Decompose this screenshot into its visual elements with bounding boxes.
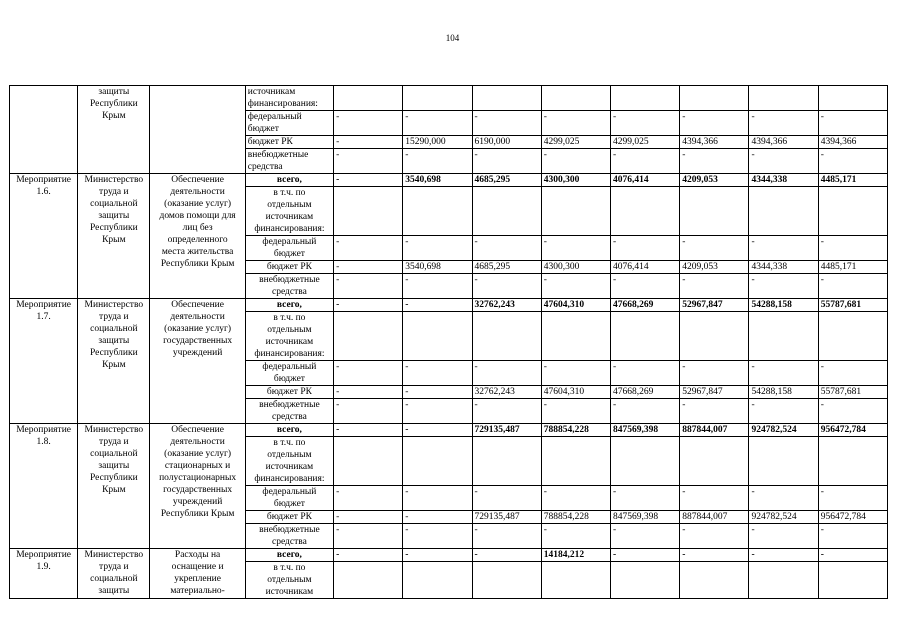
value-cell: 47668,269 (611, 386, 680, 399)
value-cell: 956472,784 (818, 424, 887, 437)
value-cell: 4394,366 (749, 136, 818, 149)
value-cell (334, 562, 403, 599)
value-cell: - (334, 549, 403, 562)
value-cell: - (541, 111, 610, 136)
source-label: бюджет РК (245, 136, 333, 149)
value-cell (818, 437, 887, 486)
value-cell: - (472, 399, 541, 424)
activity-name: Обеспечение деятельности (оказание услуг) стационарных и полустационарных государственных учреждений Республики Крым (150, 424, 245, 549)
value-cell: - (334, 174, 403, 187)
value-cell: 4394,366 (680, 136, 749, 149)
value-cell: - (403, 236, 472, 261)
value-cell: - (403, 299, 472, 312)
value-cell (541, 437, 610, 486)
source-label: в т.ч. по отдельным источникам финансирования: (245, 187, 333, 236)
value-cell: - (611, 236, 680, 261)
table-row (10, 549, 888, 562)
table-row (10, 424, 888, 437)
value-cell: 4485,171 (818, 174, 887, 187)
value-cell (818, 187, 887, 236)
value-cell: - (403, 511, 472, 524)
source-label: в т.ч. по отдельным источникам (245, 562, 333, 599)
value-cell: - (334, 386, 403, 399)
value-cell: 4685,295 (472, 174, 541, 187)
value-cell (472, 312, 541, 361)
value-cell: - (680, 486, 749, 511)
value-cell (680, 562, 749, 599)
value-cell: 4300,300 (541, 174, 610, 187)
value-cell: - (541, 399, 610, 424)
value-cell: - (818, 361, 887, 386)
value-cell (818, 86, 887, 111)
value-cell: - (472, 149, 541, 174)
value-cell: 4300,300 (541, 261, 610, 274)
value-cell (818, 562, 887, 599)
value-cell: - (403, 386, 472, 399)
value-cell: - (403, 111, 472, 136)
value-cell: 52967,847 (680, 299, 749, 312)
value-cell: 3540,698 (403, 174, 472, 187)
value-cell: - (611, 361, 680, 386)
activity-name: Расходы на оснащение и укрепление материально- (150, 549, 245, 599)
value-cell (403, 562, 472, 599)
value-cell: - (611, 549, 680, 562)
value-cell (403, 312, 472, 361)
value-cell: 4076,414 (611, 261, 680, 274)
value-cell: - (334, 299, 403, 312)
activity-code: Мероприятие 1.7. (10, 299, 78, 424)
value-cell (680, 86, 749, 111)
executor: Министерство труда и социальной защиты Республики Крым (78, 174, 150, 299)
value-cell: 47668,269 (611, 299, 680, 312)
executor: Министерство труда и социальной защиты Республики Крым (78, 299, 150, 424)
value-cell: - (749, 399, 818, 424)
value-cell (403, 86, 472, 111)
executor: Министерство труда и социальной защиты Республики Крым (78, 424, 150, 549)
value-cell: - (334, 136, 403, 149)
value-cell (472, 437, 541, 486)
value-cell: - (611, 149, 680, 174)
value-cell: 4299,025 (611, 136, 680, 149)
value-cell: 956472,784 (818, 511, 887, 524)
value-cell: 729135,487 (472, 511, 541, 524)
value-cell: - (541, 524, 610, 549)
value-cell: - (749, 236, 818, 261)
table-row (10, 174, 888, 187)
value-cell: - (749, 149, 818, 174)
value-cell: 4685,295 (472, 261, 541, 274)
source-label: бюджет РК (245, 261, 333, 274)
value-cell: - (334, 486, 403, 511)
value-cell: - (472, 524, 541, 549)
value-cell: 4394,366 (818, 136, 887, 149)
value-cell (472, 562, 541, 599)
value-cell: - (403, 424, 472, 437)
value-cell: - (611, 486, 680, 511)
value-cell: 4209,053 (680, 261, 749, 274)
source-label: внебюджетные средства (245, 149, 333, 174)
value-cell: - (334, 261, 403, 274)
value-cell: - (541, 236, 610, 261)
value-cell: - (403, 524, 472, 549)
value-cell (334, 86, 403, 111)
value-cell: - (680, 236, 749, 261)
value-cell: 14184,212 (541, 549, 610, 562)
value-cell: - (818, 236, 887, 261)
activity-name (150, 86, 245, 174)
value-cell: - (749, 274, 818, 299)
value-cell (749, 86, 818, 111)
value-cell: 4485,171 (818, 261, 887, 274)
value-cell: - (472, 549, 541, 562)
value-cell (403, 437, 472, 486)
value-cell: - (472, 361, 541, 386)
value-cell (749, 187, 818, 236)
source-label: федеральный бюджет (245, 361, 333, 386)
value-cell: - (334, 236, 403, 261)
value-cell: - (334, 149, 403, 174)
value-cell (611, 312, 680, 361)
value-cell: - (541, 486, 610, 511)
value-cell: - (749, 486, 818, 511)
value-cell: 788854,228 (541, 511, 610, 524)
executor: защиты Республики Крым (78, 86, 150, 174)
value-cell: 729135,487 (472, 424, 541, 437)
value-cell: - (749, 361, 818, 386)
value-cell: - (403, 361, 472, 386)
activity-name: Обеспечение деятельности (оказание услуг) государственных учреждений (150, 299, 245, 424)
value-cell: 788854,228 (541, 424, 610, 437)
total-label: всего, (245, 549, 333, 562)
activity-code: Мероприятие 1.6. (10, 174, 78, 299)
total-label: всего, (245, 299, 333, 312)
source-label: бюджет РК (245, 511, 333, 524)
value-cell (334, 312, 403, 361)
value-cell: 4344,338 (749, 174, 818, 187)
value-cell: - (334, 524, 403, 549)
activity-code: Мероприятие 1.9. (10, 549, 78, 599)
value-cell: - (680, 549, 749, 562)
value-cell: 6190,000 (472, 136, 541, 149)
value-cell: - (403, 549, 472, 562)
value-cell: - (472, 236, 541, 261)
value-cell: - (680, 111, 749, 136)
value-cell: - (818, 399, 887, 424)
value-cell: - (472, 486, 541, 511)
value-cell: - (403, 274, 472, 299)
value-cell: 887844,007 (680, 424, 749, 437)
source-label: в т.ч. по отдельным источникам финансирования: (245, 437, 333, 486)
value-cell: - (611, 111, 680, 136)
value-cell: - (749, 524, 818, 549)
value-cell: 32762,243 (472, 299, 541, 312)
activity-name: Обеспечение деятельности (оказание услуг) домов помощи для лиц без определенного места жительства Республики Крым (150, 174, 245, 299)
value-cell: - (680, 361, 749, 386)
value-cell: - (403, 399, 472, 424)
value-cell (472, 187, 541, 236)
value-cell: - (334, 361, 403, 386)
value-cell: 4209,053 (680, 174, 749, 187)
value-cell: 32762,243 (472, 386, 541, 399)
value-cell: - (680, 274, 749, 299)
value-cell: 3540,698 (403, 261, 472, 274)
page-number: 104 (445, 33, 460, 43)
source-label: внебюджетные средства (245, 399, 333, 424)
source-label: федеральный бюджет (245, 486, 333, 511)
value-cell: - (611, 399, 680, 424)
value-cell: - (334, 111, 403, 136)
value-cell: - (749, 111, 818, 136)
value-cell (541, 312, 610, 361)
value-cell (334, 437, 403, 486)
value-cell: - (749, 549, 818, 562)
value-cell: - (334, 274, 403, 299)
value-cell: 4299,025 (541, 136, 610, 149)
source-label: внебюджетные средства (245, 274, 333, 299)
value-cell: 47604,310 (541, 386, 610, 399)
value-cell: 54288,158 (749, 299, 818, 312)
total-label: всего, (245, 424, 333, 437)
value-cell: 847569,398 (611, 511, 680, 524)
value-cell: - (818, 274, 887, 299)
value-cell: - (818, 524, 887, 549)
value-cell: 887844,007 (680, 511, 749, 524)
activity-code (10, 86, 78, 174)
value-cell (818, 312, 887, 361)
value-cell: - (680, 399, 749, 424)
activity-code: Мероприятие 1.8. (10, 424, 78, 549)
source-label: федеральный бюджет (245, 111, 333, 136)
value-cell: 54288,158 (749, 386, 818, 399)
value-cell: - (680, 524, 749, 549)
value-cell: - (818, 149, 887, 174)
value-cell (611, 187, 680, 236)
value-cell: - (680, 149, 749, 174)
value-cell: 847569,398 (611, 424, 680, 437)
value-cell: - (403, 486, 472, 511)
source-label: в т.ч. по отдельным источникам финансирования: (245, 312, 333, 361)
total-label: всего, (245, 174, 333, 187)
value-cell: - (472, 274, 541, 299)
value-cell: - (403, 149, 472, 174)
value-cell: - (541, 149, 610, 174)
value-cell (541, 562, 610, 599)
source-label: бюджет РК (245, 386, 333, 399)
source-label: федеральный бюджет (245, 236, 333, 261)
value-cell: 4076,414 (611, 174, 680, 187)
executor: Министерство труда и социальной защиты (78, 549, 150, 599)
value-cell: - (541, 361, 610, 386)
value-cell: 55787,681 (818, 386, 887, 399)
value-cell: - (541, 274, 610, 299)
value-cell: - (334, 399, 403, 424)
value-cell: - (334, 424, 403, 437)
table-row (10, 86, 888, 111)
value-cell (403, 187, 472, 236)
financing-table-wrapper (9, 85, 888, 599)
value-cell: 924782,524 (749, 511, 818, 524)
value-cell: - (818, 111, 887, 136)
value-cell (680, 312, 749, 361)
value-cell: - (611, 524, 680, 549)
value-cell: 4344,338 (749, 261, 818, 274)
value-cell (749, 312, 818, 361)
source-label: внебюджетные средства (245, 524, 333, 549)
value-cell (611, 86, 680, 111)
value-cell: - (818, 549, 887, 562)
value-cell: 15290,000 (403, 136, 472, 149)
value-cell: 924782,524 (749, 424, 818, 437)
value-cell (472, 86, 541, 111)
value-cell (749, 562, 818, 599)
value-cell (680, 187, 749, 236)
source-label: источникам финансирования: (245, 86, 333, 111)
value-cell (541, 86, 610, 111)
value-cell (541, 187, 610, 236)
financing-table (9, 85, 888, 599)
table-row (10, 299, 888, 312)
value-cell (749, 437, 818, 486)
value-cell (334, 187, 403, 236)
value-cell: 52967,847 (680, 386, 749, 399)
value-cell: 55787,681 (818, 299, 887, 312)
value-cell (611, 562, 680, 599)
value-cell: 47604,310 (541, 299, 610, 312)
value-cell: - (334, 511, 403, 524)
value-cell (611, 437, 680, 486)
value-cell: - (611, 274, 680, 299)
value-cell (680, 437, 749, 486)
value-cell: - (818, 486, 887, 511)
value-cell: - (472, 111, 541, 136)
